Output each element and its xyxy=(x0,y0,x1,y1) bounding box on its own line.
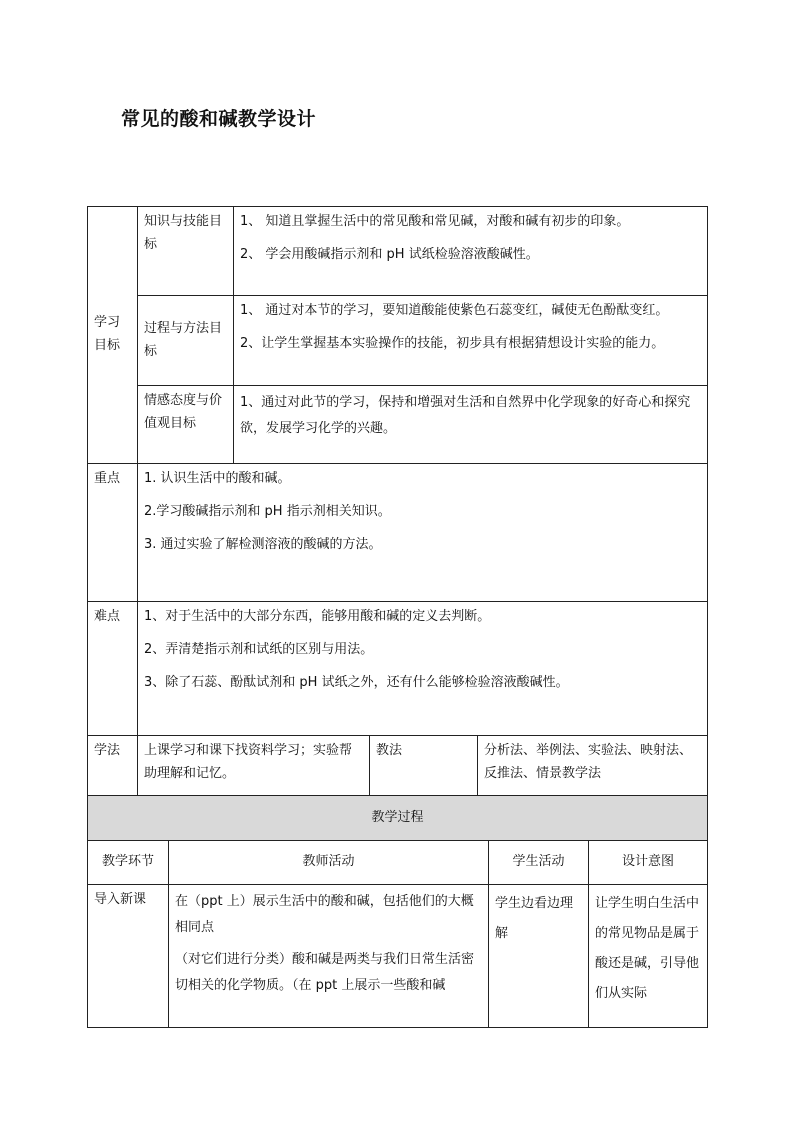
knowledge-goal-content: 1、 知道且掌握生活中的常见酸和常见碱，对酸和碱有初步的印象。 2、 学会用酸碱指示剂和 pH 试纸检验溶液酸碱性。 xyxy=(234,207,708,296)
knowledge-goal-label: 知识与技能目标 xyxy=(138,207,234,296)
teaching-process-heading: 教学过程 xyxy=(88,796,708,841)
table-row xyxy=(88,885,708,1028)
objectives-table xyxy=(87,206,708,800)
teaching-method-value: 分析法、举例法、实验法、映射法、反推法、情景教学法 xyxy=(478,736,708,800)
column-header-student: 学生活动 xyxy=(489,841,589,885)
difficulties-content: 1、对于生活中的大部分东西，能够用酸和碱的定义去判断。 2、弄清楚指示剂和试纸的区别与用法。 3、除了石蕊、酚酞试剂和 pH 试纸之外，还有什么能够检验溶液酸碱性。 xyxy=(138,602,708,736)
learning-method-value: 上课学习和课下找资料学习；实验帮助理解和记忆。 xyxy=(138,736,370,800)
process-goal-content: 1、 通过对本节的学习，要知道酸能使紫色石蕊变红，碱使无色酚酞变红。 2、让学生掌握基本实验操作的技能，初步具有根据猜想设计实验的能力。 xyxy=(234,296,708,386)
stage-cell: 导入新课 xyxy=(88,885,169,1028)
teaching-process-table xyxy=(87,795,708,1028)
student-activity-cell: 学生边看边理解 xyxy=(489,885,589,1028)
page-title: 常见的酸和碱教学设计 xyxy=(121,108,317,130)
column-header-teacher: 教师活动 xyxy=(169,841,489,885)
design-intent-cell: 让学生明白生活中的常见物品是属于酸还是碱，引导他们从实际 xyxy=(589,885,708,1028)
learning-method-label: 学法 xyxy=(88,736,138,800)
difficulties-label: 难点 xyxy=(88,602,138,736)
learning-goals-label: 学习 目标 xyxy=(88,207,138,464)
emotion-goal-label: 情感态度与价值观目标 xyxy=(138,386,234,464)
column-header-stage: 教学环节 xyxy=(88,841,169,885)
teaching-method-label: 教法 xyxy=(370,736,478,800)
emotion-goal-content: 1、通过对此节的学习，保持和增强对生活和自然界中化学现象的好奇心和探究欲，发展学习化学的兴趣。 xyxy=(234,386,708,464)
teacher-activity-cell: 在（ppt 上）展示生活中的酸和碱，包括他们的大概相同点 （对它们进行分类）酸和碱是两类与我们日常生活密切相关的化学物质。（在 ppt 上展示一些酸和碱 xyxy=(169,885,489,1028)
key-points-label: 重点 xyxy=(88,464,138,602)
process-goal-label: 过程与方法目标 xyxy=(138,296,234,386)
key-points-content: 1. 认识生活中的酸和碱。 2.学习酸碱指示剂和 pH 指示剂相关知识。 3. 通过实验了解检测溶液的酸碱的方法。 xyxy=(138,464,708,602)
column-header-intent: 设计意图 xyxy=(589,841,708,885)
